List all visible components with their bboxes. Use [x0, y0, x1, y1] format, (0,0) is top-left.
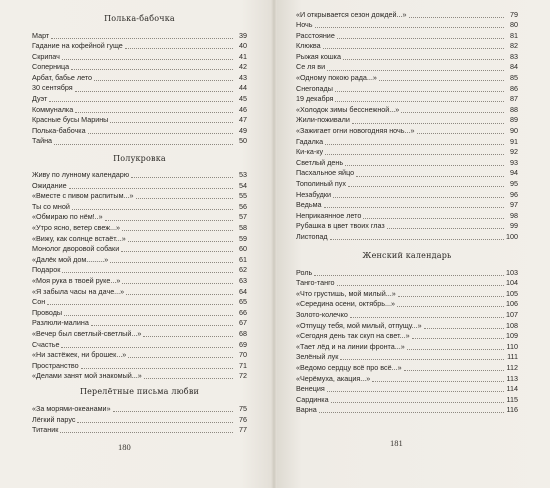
toc-entry-title: «Обмираю по нём!..» — [32, 212, 103, 222]
toc-entry-page: 97 — [510, 200, 518, 210]
toc-entry-page: 69 — [239, 339, 247, 349]
toc-entry-title: Подарок — [32, 265, 61, 275]
toc-entry-title: Неприкаянное лето — [296, 210, 362, 220]
toc-entry[interactable] — [296, 20, 518, 31]
toc-entry-page: 42 — [239, 62, 247, 72]
dot-leader — [409, 17, 504, 18]
dot-leader — [379, 80, 504, 81]
toc-entry-title: Жили-поживали — [296, 115, 350, 125]
toc-entry-title: Варна — [296, 405, 317, 415]
toc-entry-page: 86 — [510, 83, 518, 93]
toc-entry[interactable] — [32, 275, 247, 286]
toc-entry[interactable] — [32, 371, 247, 382]
toc-entry-title: Гадалка — [296, 136, 324, 146]
toc-entry-page: 94 — [510, 168, 518, 178]
toc-entry-title: Скрипач — [32, 51, 60, 61]
toc-entry-title: «Делами занят мой знакомый...» — [32, 371, 142, 381]
dot-leader — [424, 328, 504, 329]
toc-entry-title: Рыжая кошка — [296, 51, 341, 61]
toc-entry[interactable] — [296, 221, 518, 232]
book-gutter — [271, 0, 277, 488]
toc-entry-page: 109 — [506, 331, 518, 341]
toc-entry-title: Роль — [296, 267, 313, 277]
toc-entry-page: 116 — [506, 405, 518, 415]
dot-leader — [60, 432, 233, 433]
dot-leader — [62, 59, 233, 60]
dot-leader — [110, 262, 233, 263]
toc-entry[interactable] — [32, 104, 247, 115]
toc-entry-title: «Далёк мой дом.........» — [32, 254, 109, 264]
toc-entry[interactable] — [32, 307, 247, 318]
toc-entry[interactable] — [296, 147, 518, 158]
toc-entry-title: «Зажигает огни новогодняя ночь...» — [296, 126, 415, 136]
toc-entry-page: 95 — [510, 179, 518, 188]
dot-leader — [72, 209, 233, 210]
toc-entry-page: 84 — [510, 62, 518, 72]
dot-leader — [81, 368, 233, 369]
toc-entry-page: 79 — [510, 9, 518, 19]
toc-entry-title: Клюква — [296, 41, 321, 51]
dot-leader — [331, 402, 504, 403]
toc-entry[interactable] — [296, 352, 518, 363]
dot-leader — [75, 91, 233, 92]
toc-entry[interactable] — [32, 286, 247, 297]
toc-entry-page: 87 — [510, 94, 518, 104]
toc-entry-title: Пространство — [32, 360, 79, 370]
toc-entry[interactable] — [32, 339, 247, 350]
toc-entry-page: 76 — [239, 414, 247, 424]
toc-entry-page: 40 — [239, 41, 247, 51]
toc-entry-page: 115 — [506, 394, 518, 404]
dot-leader — [356, 176, 504, 177]
toc-entry[interactable] — [296, 73, 518, 84]
dot-leader — [345, 165, 504, 166]
dot-leader — [64, 315, 233, 316]
toc-entry-page: 61 — [239, 254, 247, 264]
toc-entry-page: 89 — [510, 115, 518, 125]
toc-entry-page: 65 — [239, 297, 247, 307]
page-number-left: 180 — [118, 442, 131, 452]
dot-leader — [407, 349, 504, 350]
dot-leader — [327, 391, 504, 392]
section-spacer — [296, 242, 518, 250]
toc-entry[interactable] — [296, 210, 518, 221]
toc-entry-title: Танго-танго — [296, 278, 335, 288]
toc-entry[interactable] — [296, 320, 518, 331]
toc-entry-title: Дуэт — [32, 94, 48, 104]
toc-entry-page: 98 — [510, 210, 518, 220]
toc-entry[interactable] — [296, 126, 518, 137]
dot-leader — [128, 241, 233, 242]
dot-leader — [387, 228, 504, 229]
dot-leader — [126, 294, 233, 295]
toc-entry-page: 47 — [239, 115, 247, 125]
toc-entry-page: 43 — [239, 72, 247, 82]
toc-entry[interactable] — [296, 341, 518, 352]
toc-entry-title: 19 декабря — [296, 94, 334, 104]
toc-entry-title: Пасхальное яйцо — [296, 168, 355, 178]
toc-entry[interactable] — [32, 191, 247, 202]
toc-entry[interactable] — [296, 30, 518, 41]
toc-entry-page: 81 — [510, 30, 518, 40]
toc-entry[interactable] — [32, 30, 247, 41]
toc-entry-page: 53 — [239, 170, 247, 180]
toc-entry-title: «Утро ясно, ветер свеж...» — [32, 223, 121, 232]
dot-leader — [122, 230, 233, 231]
toc-entry-page: 93 — [510, 157, 518, 167]
dot-leader — [122, 283, 233, 284]
dot-leader — [352, 123, 504, 124]
toc-entry[interactable] — [296, 373, 518, 384]
toc-entry-page: 92 — [510, 147, 518, 157]
toc-entry-page: 72 — [239, 371, 247, 381]
dot-leader — [340, 359, 504, 360]
dot-leader — [319, 412, 504, 413]
toc-entry[interactable] — [296, 394, 518, 405]
dot-leader — [51, 38, 233, 39]
toc-entry-page: 59 — [239, 233, 247, 243]
toc-entry-title: Март — [32, 30, 50, 40]
dot-leader — [71, 69, 233, 70]
dot-leader — [333, 197, 504, 198]
dot-leader — [91, 325, 233, 326]
toc-entry-page: 44 — [239, 83, 247, 93]
toc-entry-page: 70 — [239, 350, 247, 360]
dot-leader — [47, 304, 233, 305]
dot-leader — [323, 48, 504, 49]
dot-leader — [75, 112, 233, 113]
toc-entry[interactable] — [296, 62, 518, 73]
toc-entry[interactable] — [32, 125, 247, 136]
toc-entry[interactable] — [296, 278, 518, 289]
toc-entry-title: Соперница — [32, 62, 70, 72]
toc-entry-title: «Ведомо сердцу всё про всё...» — [296, 362, 402, 372]
toc-entry[interactable] — [32, 83, 247, 94]
toc-entry[interactable] — [296, 168, 518, 179]
toc-entry-page: 60 — [239, 244, 247, 254]
toc-entry-title: Снегопады — [296, 83, 333, 93]
toc-entry-page: 49 — [239, 125, 247, 135]
section-title: Полька-бабочка — [104, 14, 175, 23]
dot-leader — [417, 133, 504, 134]
toc-entry-page: 111 — [507, 352, 518, 362]
toc-entry[interactable] — [296, 51, 518, 62]
toc-entry-page: 62 — [239, 265, 247, 275]
toc-entry-page: 77 — [239, 425, 247, 435]
toc-entry-page: 91 — [510, 136, 518, 146]
toc-entry-title: Сардинка — [296, 394, 329, 404]
toc-entry-title: Листопад — [296, 231, 328, 241]
toc-entry-title: «Вместе с пивом распитым...» — [32, 191, 134, 201]
toc-entry-title: Тополиный пух — [296, 179, 346, 188]
dot-leader — [325, 154, 504, 155]
toc-entry-page: 67 — [239, 318, 247, 328]
toc-entry-page: 104 — [506, 278, 518, 288]
dot-leader — [363, 218, 504, 219]
dot-leader — [335, 91, 504, 92]
toc-entry-page: 83 — [510, 51, 518, 61]
toc-entry-title: «Ни застёжек, ни брошек...» — [32, 350, 127, 360]
dot-leader — [143, 336, 233, 337]
section-title: Полукровка — [113, 153, 166, 163]
toc-entry-title: Полька-бабочка — [32, 125, 86, 135]
toc-entry-page: 99 — [510, 221, 518, 231]
toc-entry-page: 103 — [506, 267, 518, 277]
toc-entry-title: Коммуналка — [32, 104, 74, 114]
dot-leader — [327, 70, 504, 71]
toc-entry-title: Расстояние — [296, 30, 335, 40]
toc-entry-title: «Отпущу тебя, мой милый, отпущу...» — [296, 320, 422, 330]
dot-leader — [325, 144, 504, 145]
toc-entry[interactable] — [32, 62, 247, 73]
dot-leader — [401, 112, 504, 113]
toc-entry-title: Золото-колечко — [296, 309, 348, 319]
toc-entry-title: Ведьма — [296, 200, 322, 210]
toc-entry[interactable] — [296, 136, 518, 147]
toc-entry-title: «Вижу, как солнце встаёт...» — [32, 233, 126, 243]
toc-entry-page: 107 — [506, 309, 518, 319]
left-toc-column — [32, 13, 247, 435]
toc-entry[interactable] — [296, 288, 518, 299]
toc-entry-page: 100 — [506, 231, 518, 241]
toc-entry-page: 66 — [239, 307, 247, 317]
dot-leader — [136, 198, 233, 199]
dot-leader — [69, 188, 233, 189]
toc-entry[interactable] — [296, 83, 518, 94]
section-title: Перелётные письма любви — [79, 387, 200, 397]
toc-entry[interactable] — [296, 41, 518, 52]
toc-entry-title: 30 сентября — [32, 83, 73, 93]
dot-leader — [94, 80, 233, 81]
toc-entry[interactable] — [32, 318, 247, 329]
toc-entry-page: 96 — [510, 189, 518, 199]
toc-entry-page: 114 — [506, 384, 518, 394]
dot-leader — [49, 101, 233, 102]
toc-entry[interactable] — [32, 201, 247, 212]
toc-entry-title: Счастье — [32, 339, 60, 349]
dot-leader — [110, 122, 233, 123]
toc-entry[interactable] — [32, 223, 247, 234]
toc-entry-title: Красные бусы Марины — [32, 115, 109, 125]
dot-leader — [337, 285, 504, 286]
toc-entry[interactable] — [32, 170, 247, 181]
dot-leader — [61, 347, 233, 348]
toc-entry[interactable] — [32, 41, 247, 52]
toc-entry[interactable] — [296, 189, 518, 200]
toc-entry-page: 108 — [506, 320, 518, 330]
toc-entry-title: «Вечер был светлый-светлый...» — [32, 328, 142, 338]
toc-entry-title: Монолог дворовой собаки — [32, 244, 120, 254]
toc-entry-title: Титаник — [32, 425, 59, 435]
toc-entry-title: Венеция — [296, 384, 325, 394]
toc-entry-page: 56 — [239, 201, 247, 211]
page-number-right: 181 — [390, 438, 403, 448]
toc-entry-page: 113 — [506, 373, 518, 383]
toc-entry-title: Се ля ви — [296, 62, 326, 72]
toc-entry[interactable] — [296, 384, 518, 395]
toc-entry-page: 54 — [239, 180, 247, 190]
toc-entry[interactable] — [32, 403, 247, 414]
toc-entry-title: Светлый день — [296, 157, 344, 167]
dot-leader — [343, 59, 504, 60]
toc-entry-page: 41 — [239, 51, 247, 61]
toc-entry-page: 82 — [510, 41, 518, 51]
toc-entry[interactable] — [296, 115, 518, 126]
toc-entry-title: Арбат, бабье лето — [32, 72, 93, 82]
toc-entry-page: 55 — [239, 191, 247, 201]
toc-entry[interactable] — [32, 425, 247, 436]
toc-entry-title: Рубашка в цвет твоих глаз — [296, 221, 385, 231]
toc-entry-title: Разлюли-малина — [32, 318, 89, 328]
toc-entry[interactable] — [296, 362, 518, 373]
dot-leader — [113, 411, 233, 412]
toc-entry-page: 71 — [239, 360, 247, 370]
toc-entry-title: «Что грустишь, мой милый...» — [296, 288, 396, 298]
dot-leader — [330, 239, 504, 240]
toc-entry-title: Ки-ка-ку — [296, 147, 324, 157]
toc-entry[interactable] — [32, 297, 247, 308]
dot-leader — [314, 275, 504, 276]
toc-entry[interactable] — [32, 265, 247, 276]
right-toc-column — [296, 9, 518, 415]
toc-entry[interactable] — [32, 350, 247, 361]
toc-entry[interactable] — [296, 331, 518, 342]
dot-leader — [62, 272, 233, 273]
left-page — [0, 0, 274, 488]
dot-leader — [88, 133, 233, 134]
toc-entry-page: 64 — [239, 286, 247, 296]
toc-entry-title: Ожидание — [32, 180, 67, 190]
toc-entry-title: «Сегодня день так скуп на свет...» — [296, 331, 410, 341]
toc-entry[interactable] — [32, 328, 247, 339]
toc-entry[interactable] — [32, 360, 247, 371]
dot-leader — [128, 357, 233, 358]
dot-leader — [315, 27, 504, 28]
toc-entry-page: 90 — [510, 126, 518, 136]
dot-leader — [397, 306, 504, 307]
toc-entry[interactable] — [296, 299, 518, 310]
toc-entry-page: 58 — [239, 223, 247, 232]
toc-entry-title: Зелёный лук — [296, 352, 339, 362]
toc-entry[interactable] — [32, 414, 247, 425]
toc-entry-title: «Середина осени, октябрь...» — [296, 299, 396, 309]
toc-entry-title: «И открывается сезон дождей...» — [296, 9, 407, 19]
toc-entry-page: 112 — [506, 362, 518, 372]
toc-entry[interactable] — [296, 179, 518, 190]
toc-entry-title: «Черёмуха, акация...» — [296, 373, 371, 383]
toc-entry[interactable] — [32, 72, 247, 83]
dot-leader — [335, 101, 504, 102]
toc-entry-page: 39 — [239, 30, 247, 40]
toc-entry-title: Тайна — [32, 136, 53, 146]
toc-entry[interactable] — [296, 267, 518, 278]
toc-entry-title: Ты со мной — [32, 201, 70, 211]
toc-entry[interactable] — [32, 233, 247, 244]
toc-entry-title: «Тает лёд и на линии фронта...» — [296, 341, 405, 351]
toc-entry-title: Ночь — [296, 20, 313, 30]
toc-entry[interactable] — [32, 244, 247, 255]
toc-entry-page: 85 — [510, 73, 518, 83]
toc-entry-title: «Одному покою рада...» — [296, 73, 377, 83]
dot-leader — [337, 38, 504, 39]
toc-entry-page: 105 — [506, 288, 518, 298]
section-title: Женский календарь — [362, 251, 452, 261]
toc-entry-page: 88 — [510, 104, 518, 114]
toc-entry[interactable] — [296, 200, 518, 211]
dot-leader — [412, 338, 504, 339]
toc-entry-page: 63 — [239, 275, 247, 285]
dot-leader — [144, 378, 233, 379]
dot-leader — [125, 48, 233, 49]
toc-entry-page: 80 — [510, 20, 518, 30]
toc-entry[interactable] — [32, 115, 247, 126]
toc-entry-page: 50 — [239, 136, 247, 146]
dot-leader — [350, 317, 504, 318]
dot-leader — [105, 220, 233, 221]
dot-leader — [348, 186, 504, 187]
toc-entry-page: 45 — [239, 94, 247, 104]
toc-entry-title: Незабудки — [296, 189, 331, 199]
toc-entry-title: Гадание на кофейной гуще — [32, 41, 123, 51]
toc-entry[interactable] — [32, 212, 247, 223]
toc-entry-page: 68 — [239, 328, 247, 338]
toc-entry[interactable] — [32, 180, 247, 191]
toc-entry[interactable] — [296, 157, 518, 168]
toc-entry[interactable] — [296, 309, 518, 320]
toc-entry-page: 106 — [506, 299, 518, 309]
dot-leader — [404, 370, 504, 371]
toc-entry-title: «Я забыла часы на даче...» — [32, 286, 125, 296]
dot-leader — [131, 177, 233, 178]
toc-entry-page: 75 — [239, 403, 247, 413]
toc-entry-title: Сон — [32, 297, 46, 307]
toc-entry-page: 57 — [239, 212, 247, 222]
toc-entry[interactable] — [296, 9, 518, 20]
toc-entry[interactable] — [32, 254, 247, 265]
toc-entry-title: «За морями-океанами» — [32, 403, 111, 413]
toc-entry[interactable] — [32, 136, 247, 147]
toc-entry[interactable] — [296, 104, 518, 115]
dot-leader — [398, 296, 504, 297]
toc-entry-title: Проводы — [32, 307, 63, 317]
dot-leader — [372, 381, 504, 382]
toc-entry-page: 46 — [239, 104, 247, 114]
toc-entry[interactable] — [32, 94, 247, 105]
toc-entry-title: «Холодок зимы бесснежной...» — [296, 104, 400, 114]
dot-leader — [54, 144, 233, 145]
dot-leader — [324, 207, 504, 208]
toc-entry[interactable] — [296, 94, 518, 105]
toc-entry-page: 110 — [506, 341, 518, 351]
dot-leader — [77, 422, 233, 423]
toc-entry[interactable] — [296, 405, 518, 416]
toc-entry-title: «Моя рука в твоей руке...» — [32, 275, 121, 285]
toc-entry[interactable] — [296, 231, 518, 242]
toc-entry[interactable] — [32, 51, 247, 62]
dot-leader — [121, 251, 233, 252]
toc-entry-title: Живу по лунному календарю — [32, 170, 130, 180]
toc-entry-title: Лёгкий парус — [32, 414, 76, 424]
